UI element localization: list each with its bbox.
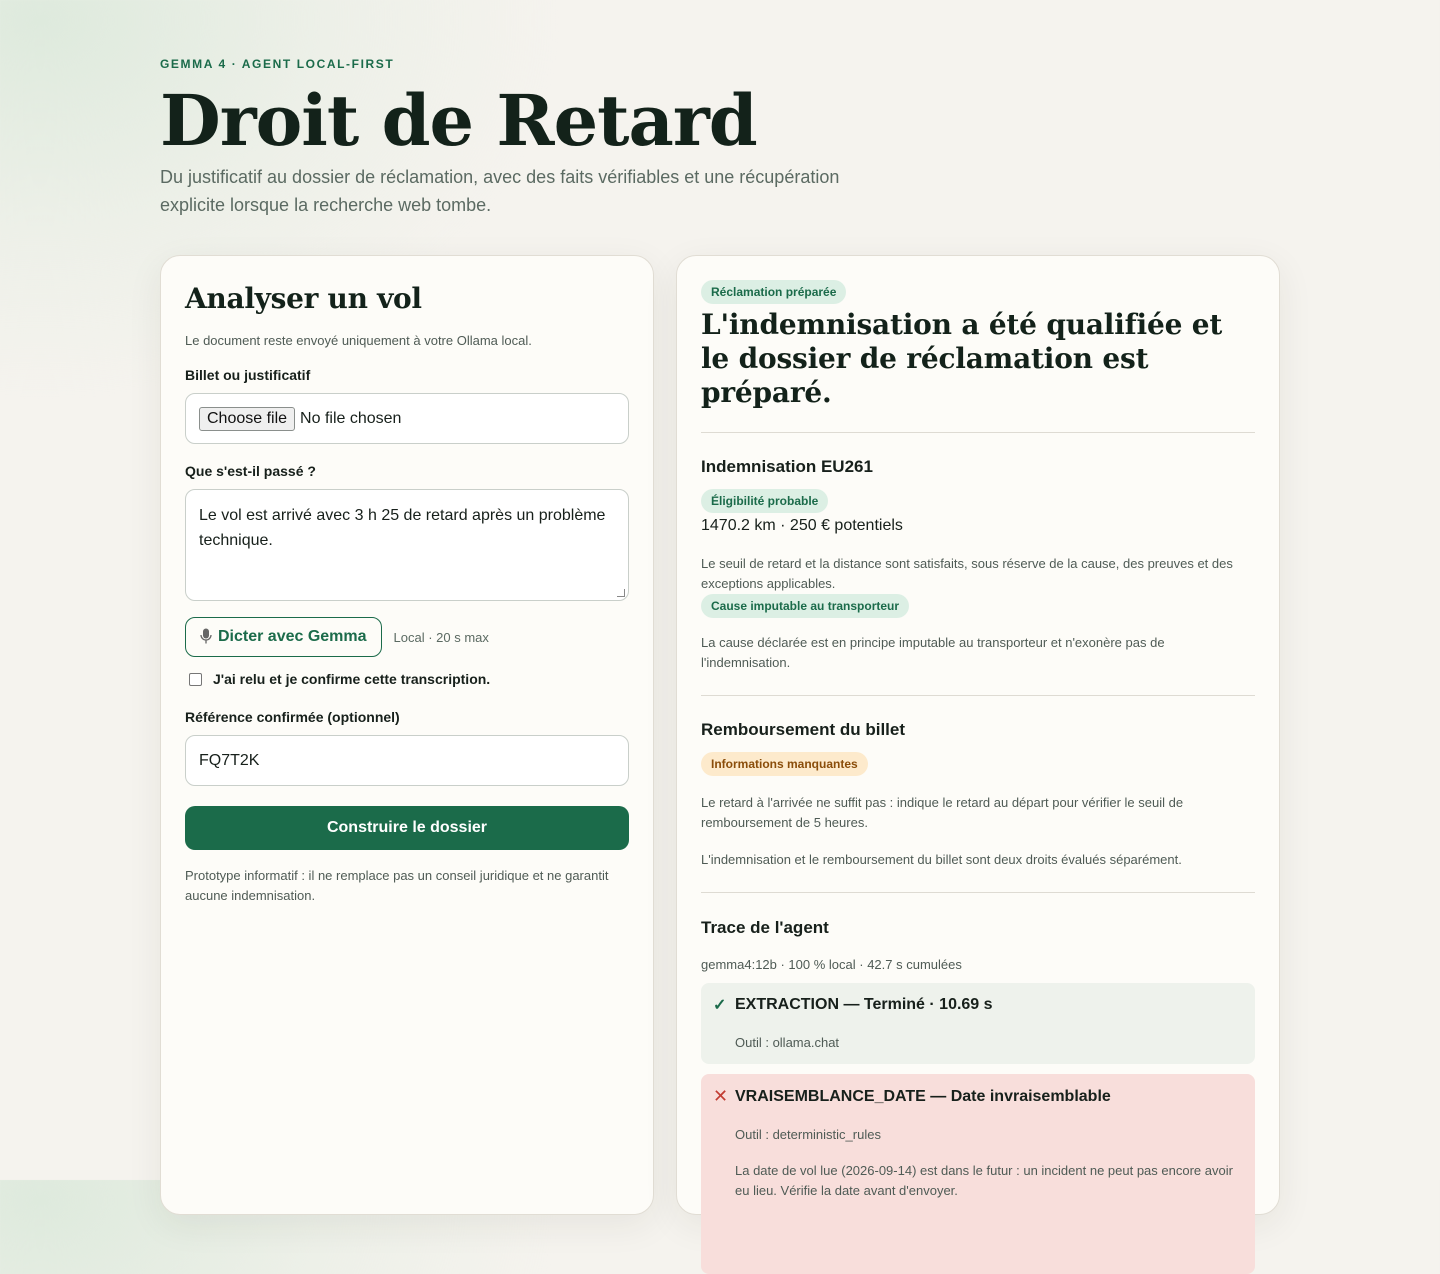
privacy-note: Le document reste envoyé uniquement à votre Ollama local. (185, 333, 532, 348)
file-label: Billet ou justificatif (185, 367, 311, 383)
trace-step-title: EXTRACTION — Terminé · 10.69 s (735, 996, 993, 1013)
divider (701, 892, 1255, 893)
page-title: Droit de Retard (160, 79, 757, 162)
dictate-button[interactable] (185, 617, 382, 657)
reference-input[interactable] (185, 735, 629, 786)
compensation-stat: 1470.2 km · 250 € potentiels (701, 517, 903, 534)
confirm-checkbox[interactable] (189, 673, 202, 686)
compensation-title: Indemnisation EU261 (701, 457, 873, 476)
page-subtitle: Du justificatif au dossier de réclamation, avec des faits vérifiables et une récupération explicite lorsque la recherche web tombe. (160, 167, 840, 215)
divider (701, 432, 1255, 433)
result-headline: L'indemnisation a été qualifiée et le dossier de réclamation est préparé. (701, 308, 1223, 409)
analyze-form-card (160, 255, 654, 1215)
confirm-row (185, 671, 629, 687)
choose-file-button[interactable]: Choose file (199, 407, 295, 431)
trace-step-tool: Outil : ollama.chat (735, 1035, 840, 1050)
divider (701, 695, 1255, 696)
hero (160, 57, 920, 219)
what-happened-value: Le vol est arrivé avec 3 h 25 de retard après un problème technique. (199, 507, 606, 549)
build-dossier-button[interactable]: Construire le dossier (185, 806, 629, 850)
eyebrow: GEMMA 4 · AGENT LOCAL-FIRST (160, 57, 395, 71)
resize-grip[interactable] (617, 589, 625, 597)
compensation-explanation: Le seuil de retard et la distance sont satisfaits, sous réserve de la cause, des preuves et des exceptions applicables. (701, 556, 1233, 591)
disclaimer: Prototype informatif : il ne remplace pas un conseil juridique et ne garantit aucune indemnisation. (185, 868, 609, 903)
cause-badge: Cause imputable au transporteur (701, 594, 909, 618)
reference-label: Référence confirmée (optionnel) (185, 709, 400, 725)
trace-step-title: VRAISEMBLANCE_DATE — Date invraisemblable (735, 1087, 1111, 1105)
trace-step (701, 1074, 1255, 1274)
form-title: Analyser un vol (185, 282, 422, 315)
dictate-row (185, 617, 629, 657)
cross-icon: ✕ (713, 1086, 729, 1106)
cause-explanation: La cause déclarée est en principe imputable au transporteur et n'exonère pas de l'indemnisation. (701, 635, 1165, 670)
confirm-label[interactable]: J'ai relu et je confirme cette transcription. (213, 671, 491, 687)
eligibility-badge: Éligibilité probable (701, 489, 828, 513)
trace-step-detail: La date de vol lue (2026-09-14) est dans le futur : un incident ne peut pas encore avoir eu lieu. Vérifie la date avant d'envoyer. (735, 1163, 1233, 1198)
what-happened-textarea[interactable] (185, 489, 629, 601)
file-status: No file chosen (300, 409, 402, 427)
status-badge: Réclamation préparée (701, 280, 846, 304)
reference-value: FQ7T2K (199, 751, 260, 769)
trace-step (701, 983, 1255, 1064)
dictate-hint: Local · 20 s max (393, 629, 489, 645)
missing-info-badge: Informations manquantes (701, 752, 868, 776)
refund-title: Remboursement du billet (701, 720, 906, 739)
what-happened-label: Que s'est-il passé ? (185, 463, 316, 479)
trace-meta: gemma4:12b · 100 % local · 42.7 s cumulées (701, 957, 962, 972)
trace-title: Trace de l'agent (701, 918, 829, 937)
file-input[interactable] (185, 393, 629, 444)
refund-note: L'indemnisation et le remboursement du billet sont deux droits évalués séparément. (701, 852, 1182, 867)
microphone-icon (200, 628, 212, 647)
trace-step-tool: Outil : deterministic_rules (735, 1127, 881, 1142)
result-card (676, 255, 1280, 1215)
refund-explanation: Le retard à l'arrivée ne suffit pas : indique le retard au départ pour vérifier le seuil de remboursement de 5 heures. (701, 795, 1184, 830)
check-icon: ✓ (713, 997, 727, 1014)
dictate-label: Dicter avec Gemma (218, 628, 367, 645)
